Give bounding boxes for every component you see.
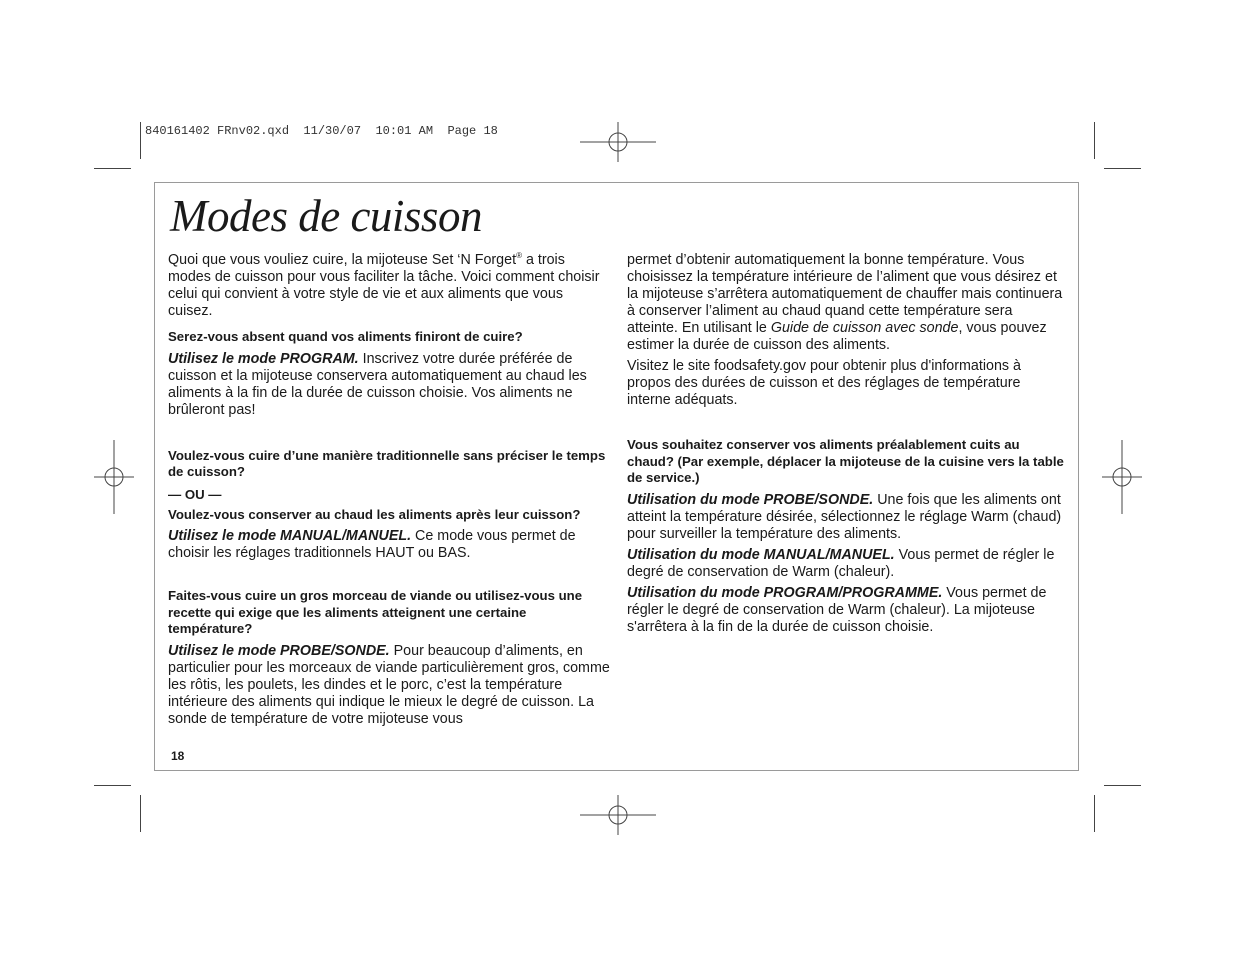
answer-probe: Utilisez le mode PROBE/SONDE. Pour beaucoup d’aliments, en particulier pour les morceaux de viande particulièrement gros, comme les rôtis, les poulets, les dindes et le porc, c’est la température intérieure des aliments qui indique le mieux le degré de cuisson. La sonde de température de votre mijoteuse vous <box>168 642 610 727</box>
crop-mark-top-right-horizontal <box>1104 168 1141 169</box>
registration-mark-top-icon <box>580 122 656 162</box>
registration-mark-left-icon <box>94 440 134 514</box>
answer-program-warm: Utilisation du mode PROGRAM/PROGRAMME. Vous permet de régler le degré de conservation de Warm (chaleur). La mijoteuse s'arrêtera à la fin de la durée de cuisson choisie. <box>627 584 1047 635</box>
question-absent: Serez-vous absent quand vos aliments finiront de cuire? <box>168 329 523 344</box>
page-number: 18 <box>171 749 185 763</box>
answer-manual-warm: Utilisation du mode MANUAL/MANUEL. Vous permet de régler le degré de conservation de Warm (chaleur). <box>627 546 1055 580</box>
right-column <box>627 252 1067 640</box>
page-title: Modes de cuisson <box>170 191 482 241</box>
question-traditional: Voulez-vous cuire d’une manière traditionnelle sans préciser le temps de cuisson? <box>168 447 606 479</box>
registration-mark-right-icon <box>1102 440 1142 514</box>
probe-continuation-paragraph: permet d’obtenir automatiquement la bonne température. Vous choisissez la température intérieure de l’aliment que vous désirez et la mijoteuse s’arrêtera automatiquement de chauffer mais continuera à conserver l’aliment au chaud quand cette température sera atteinte. En utilisant le Guide de cuisson avec sonde, vous pouvez estimer la durée de cuisson des aliments. <box>627 252 1063 353</box>
foodsafety-paragraph: Visitez le site foodsafety.gov pour obtenir plus d'informations à propos des durées de cuisson et des réglages de température interne adéquats. <box>627 358 1021 408</box>
question-keep-warm: Voulez-vous conserver au chaud les aliments après leur cuisson? <box>168 506 581 522</box>
question-large-meat: Faites-vous cuire un gros morceau de viande ou utilisez-vous une recette qui exige que les aliments atteignent une certaine température? <box>168 588 583 636</box>
intro-paragraph: Quoi que vous vouliez cuire, la mijoteuse Set ‘N Forget® a trois modes de cuisson pour vous faciliter la tâche. Voici comment choisir celui qui convient à votre style de vie et aux aliments que vous cuisez. <box>168 251 600 319</box>
crop-mark-bottom-right-vertical <box>1094 795 1095 832</box>
answer-manual: Utilisez le mode MANUAL/MANUEL. Ce mode vous permet de choisir les réglages traditionnels HAUT ou BAS. <box>168 528 576 561</box>
probe-guide-title: Guide de cuisson avec sonde <box>770 320 959 336</box>
print-slug: 840161402 FRnv02.qxd 11/30/07 10:01 AM Page 18 <box>145 124 498 138</box>
registration-mark-bottom-icon <box>580 795 656 835</box>
crop-mark-top-left-vertical <box>140 122 141 159</box>
or-separator: — OU — <box>168 486 222 502</box>
crop-mark-bottom-right-horizontal <box>1104 785 1141 786</box>
crop-mark-top-right-vertical <box>1094 122 1095 159</box>
crop-mark-bottom-left-vertical <box>140 795 141 832</box>
crop-mark-bottom-left-horizontal <box>94 785 131 786</box>
answer-probe-warm: Utilisation du mode PROBE/SONDE. Une fois que les aliments ont atteint la température désirée, sélectionnez le réglage Warm (chaud) pour surveiller la température des aliments. <box>627 491 1062 542</box>
crop-mark-top-left-horizontal <box>94 168 131 169</box>
registered-mark: ® <box>516 251 522 261</box>
answer-program: Utilisez le mode PROGRAM. Inscrivez votre durée préférée de cuisson et la mijoteuse conservera automatiquement au chaud les aliments à la fin de la durée de cuisson choisie. Vos aliments ne brûleront pas! <box>168 350 587 418</box>
question-precooked: Vous souhaitez conserver vos aliments préalablement cuits au chaud? (Par exemple, déplacer la mijoteuse de la cuisine vers la table de service.) <box>627 437 1064 485</box>
left-column <box>168 252 610 732</box>
